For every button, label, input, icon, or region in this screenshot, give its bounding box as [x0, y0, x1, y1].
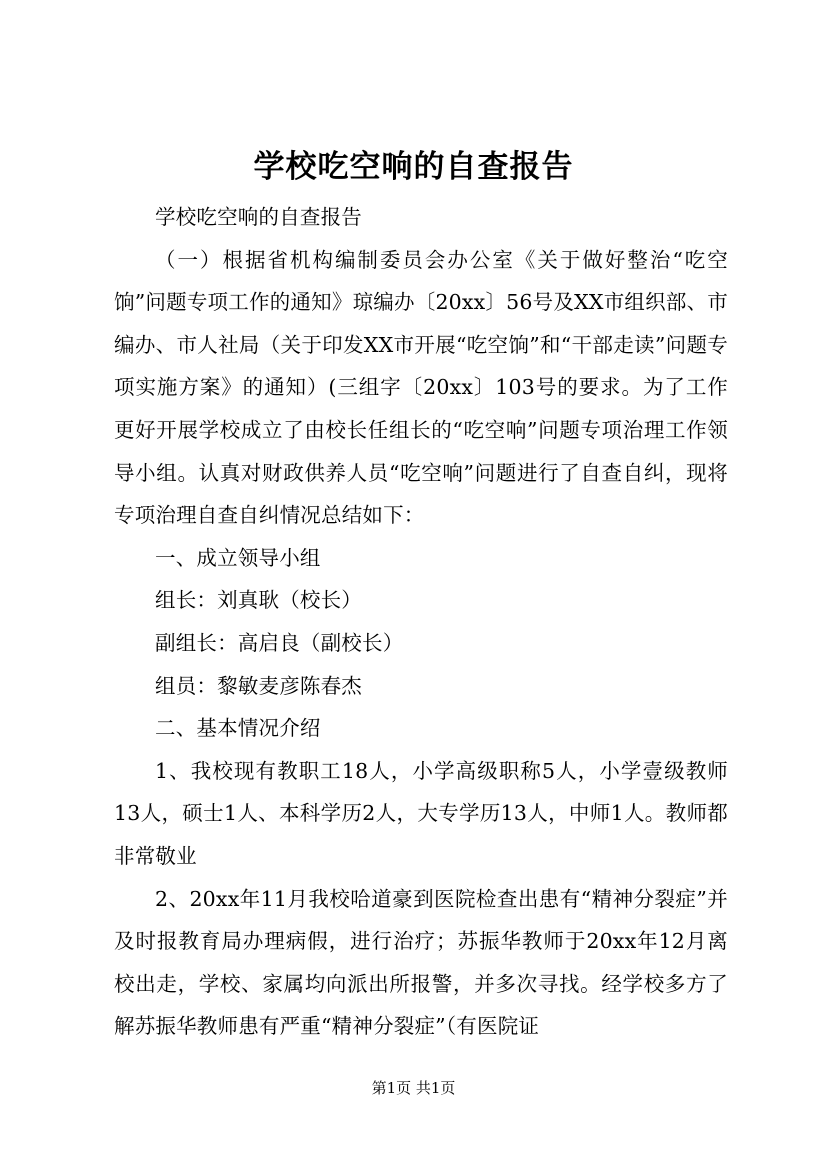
paragraph-cases: 2、20xx年11月我校哈道豪到医院检查出患有“精神分裂症”并及时报教育局办理病假，进行治疗；苏振华教师于20xx年12月离校出走，学校、家属均向派出所报警，并多次寻找。经学校多方了解苏振华教师患有严重“精神分裂症”（有医院证 [114, 886, 728, 1039]
paragraph-deputy-leader: 副组长：高启良（副校长） [155, 630, 404, 655]
document-body [114, 196, 728, 1048]
document-title: 学校吃空响的自查报告 [253, 149, 574, 185]
paragraph-members: 组员：黎敏麦彦陈春杰 [155, 673, 362, 698]
section-heading-1: 一、成立领导小组 [155, 545, 321, 570]
paragraph-staff-stats: 1、我校现有教职工18人，小学高级职称5人，小学壹级教师13人，硕士1人、本科学历2人，大专学历13人，中师1人。教师都非常敬业 [114, 758, 728, 868]
paragraph-subtitle: 学校吃空响的自查报告 [155, 205, 362, 229]
paragraph-group-leader: 组长：刘真耿（校长） [155, 588, 362, 613]
paragraph-intro: （一）根据省机构编制委员会办公室《关于做好整治“吃空饷”问题专项工作的通知》琼编办〔20xx〕56号及XX市组织部、市编办、市人社局（关于印发XX市开展“吃空饷”和“干部走读”问题专项实施方案》的通知）(三组字〔20xx〕103号的要求。为了工作更好开展学校成立了由校长任组长的“吃空响”问题专项治理工作领导小组。认真对财政供养人员“吃空响”问题进行了自查自纠，现将专项治理自查自纠情况总结如下： [114, 247, 728, 528]
section-heading-2: 二、基本情况介绍 [155, 716, 321, 741]
page-footer: 第1页 共1页 [371, 1079, 456, 1097]
